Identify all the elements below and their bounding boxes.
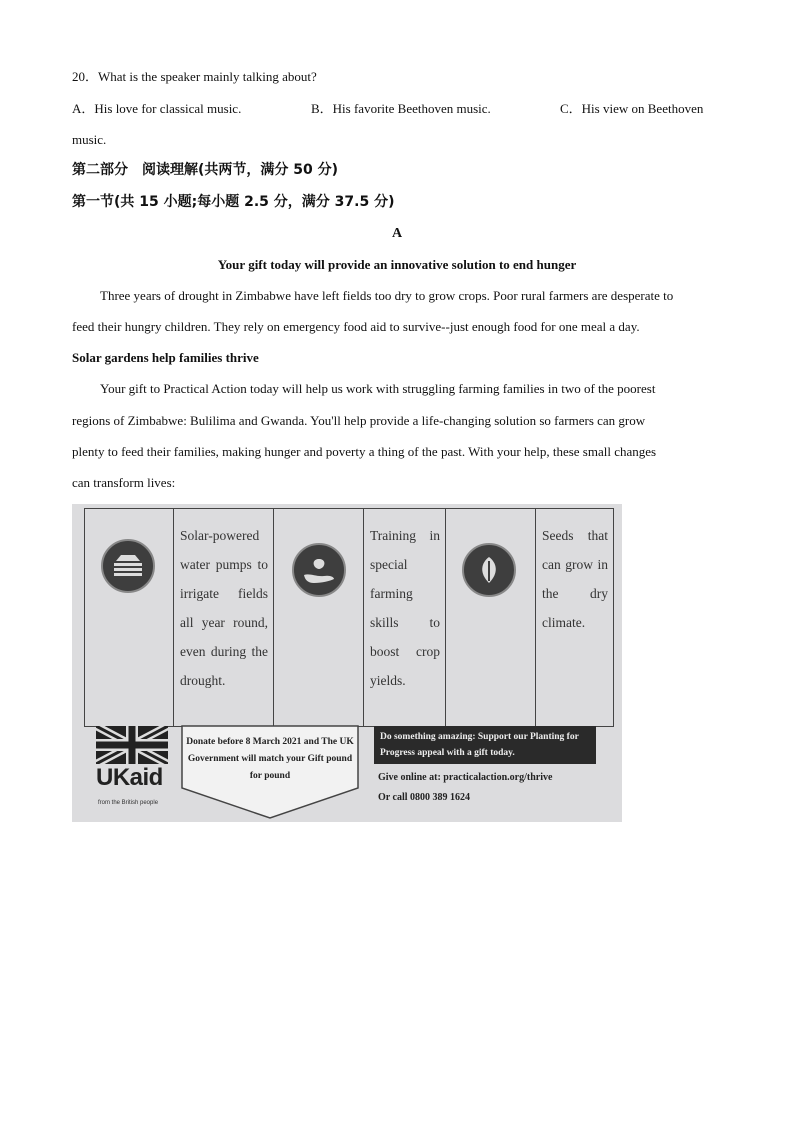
ukaid-tagline: from the British people xyxy=(98,800,159,806)
seed-icon xyxy=(462,543,516,597)
flyer-cell-text: Solar-powered water pumps to irrigate fields all year round, even during the drought. xyxy=(180,528,268,688)
flyer-text-cell xyxy=(535,509,614,726)
donate-text: Donate before 8 March 2021 and The UK Government will match your Gift pound for pound xyxy=(186,737,354,781)
paragraph-line: can transform lives: xyxy=(72,475,176,490)
appeal-banner: Do something amazing: Support our Planting for Progress appeal with a gift today. xyxy=(374,726,596,764)
flyer-text-cell xyxy=(363,509,446,726)
section-one-heading: 第一节(共 15 小题;每小题 2.5 分，满分 37.5 分) xyxy=(72,194,395,210)
paragraph-line: feed their hungry children. They rely on emergency food aid to survive--just enough food for one meal a day. xyxy=(72,319,640,334)
paragraph-line: plenty to feed their families, making hunger and poverty a thing of the past. With your help, these small changes xyxy=(72,444,657,459)
paragraph-line: Three years of drought in Zimbabwe have left fields too dry to grow crops. Poor rural farmers are desperate to xyxy=(100,288,674,303)
flyer-cell-text: Training in special farming skills to boost crop yields. xyxy=(370,528,440,688)
paragraph-line: Your gift to Practical Action today will help us work with struggling farming families in two of the poorest xyxy=(100,381,656,396)
flyer-bottom-band xyxy=(72,724,622,822)
phone-text: Or call 0800 389 1624 xyxy=(378,792,471,803)
passage-letter: A xyxy=(391,226,403,241)
hand-plant-icon xyxy=(292,543,346,597)
flyer-icon-cell xyxy=(85,509,173,726)
ukaid-logo: UKaid xyxy=(96,764,163,791)
passage-title: Your gift today will provide an innovative solution to end hunger xyxy=(217,257,577,272)
passage-subheading: Solar gardens help families thrive xyxy=(72,350,259,365)
give-online-text: Give online at: practicalaction.org/thrive xyxy=(378,772,553,783)
option-c: C．His view on Beethoven xyxy=(560,101,704,116)
flyer-cell-text: Seeds that can grow in the dry climate. xyxy=(542,528,608,630)
option-b: B．His favorite Beethoven music. xyxy=(311,101,491,116)
option-a: A．His love for classical music. xyxy=(72,101,242,116)
paragraph-line: regions of Zimbabwe: Bulilima and Gwanda. You'll help provide a life-changing solution so farmers can grow xyxy=(72,413,646,428)
union-flag-icon xyxy=(96,726,168,764)
flyer-photo xyxy=(72,504,622,822)
flyer-icon-cell xyxy=(273,509,364,726)
solar-panel-icon xyxy=(101,539,155,593)
part-two-heading: 第二部分 阅读理解(共两节，满分 50 分) xyxy=(72,162,339,178)
flyer-icon-cell xyxy=(445,509,536,726)
question-stem: 20．What is the speaker mainly talking about? xyxy=(72,69,317,84)
flyer-text-cell xyxy=(173,509,274,726)
option-c-continued: music. xyxy=(72,132,107,147)
flyer-table xyxy=(84,508,614,727)
